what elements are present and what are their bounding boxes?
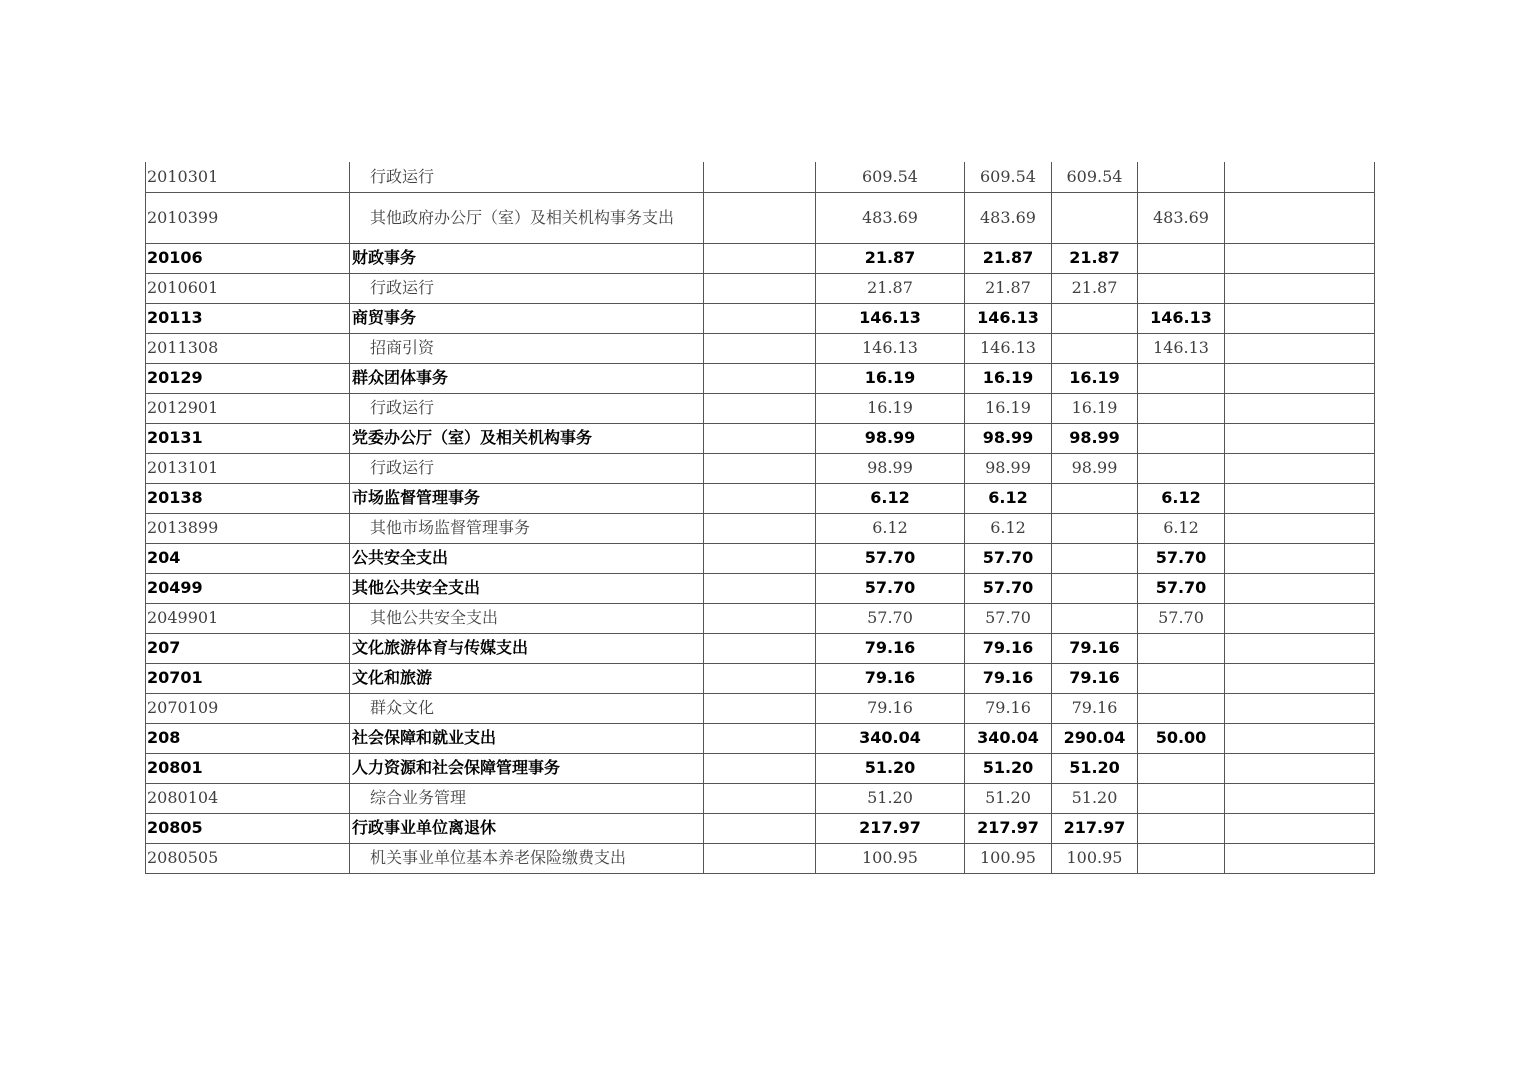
empty-cell <box>1225 753 1375 783</box>
subject-name-cell: 其他政府办公厅（室）及相关机构事务支出 <box>350 192 704 243</box>
subject-name-cell: 文化旅游体育与传媒支出 <box>350 633 704 663</box>
subject-name-cell: 商贸事务 <box>350 303 704 333</box>
subject-code-cell: 2011308 <box>146 333 350 363</box>
subtotal-amount-cell: 340.04 <box>965 723 1052 753</box>
project-expenditure-cell <box>1138 243 1225 273</box>
table-row <box>146 633 1375 663</box>
project-expenditure-cell: 6.12 <box>1138 513 1225 543</box>
total-amount-cell: 21.87 <box>816 273 965 303</box>
basic-expenditure-cell <box>1052 543 1138 573</box>
project-expenditure-cell <box>1138 663 1225 693</box>
subject-code-cell: 207 <box>146 633 350 663</box>
table-row <box>146 663 1375 693</box>
empty-cell <box>704 363 816 393</box>
project-expenditure-cell: 6.12 <box>1138 483 1225 513</box>
empty-cell <box>1225 273 1375 303</box>
empty-cell <box>1225 603 1375 633</box>
subject-code-cell: 20106 <box>146 243 350 273</box>
subject-code-cell: 20801 <box>146 753 350 783</box>
project-expenditure-cell <box>1138 363 1225 393</box>
table-row <box>146 843 1375 873</box>
table-row <box>146 393 1375 423</box>
total-amount-cell: 483.69 <box>816 192 965 243</box>
subtotal-amount-cell: 79.16 <box>965 693 1052 723</box>
basic-expenditure-cell <box>1052 603 1138 633</box>
total-amount-cell: 6.12 <box>816 483 965 513</box>
empty-cell <box>704 663 816 693</box>
empty-cell <box>704 273 816 303</box>
total-amount-cell: 340.04 <box>816 723 965 753</box>
total-amount-cell: 57.70 <box>816 603 965 633</box>
subtotal-amount-cell: 609.54 <box>965 162 1052 192</box>
subtotal-amount-cell: 16.19 <box>965 393 1052 423</box>
table-row <box>146 483 1375 513</box>
subject-name-cell: 公共安全支出 <box>350 543 704 573</box>
subject-name-cell: 行政运行 <box>350 273 704 303</box>
subtotal-amount-cell: 6.12 <box>965 483 1052 513</box>
total-amount-cell: 217.97 <box>816 813 965 843</box>
subject-name-cell: 综合业务管理 <box>350 783 704 813</box>
subtotal-amount-cell: 6.12 <box>965 513 1052 543</box>
basic-expenditure-cell: 79.16 <box>1052 633 1138 663</box>
table-body <box>146 162 1375 873</box>
total-amount-cell: 16.19 <box>816 363 965 393</box>
subtotal-amount-cell: 146.13 <box>965 333 1052 363</box>
empty-cell <box>1225 573 1375 603</box>
subject-name-cell: 财政事务 <box>350 243 704 273</box>
subject-name-cell: 其他公共安全支出 <box>350 573 704 603</box>
basic-expenditure-cell: 21.87 <box>1052 273 1138 303</box>
project-expenditure-cell <box>1138 273 1225 303</box>
subtotal-amount-cell: 100.95 <box>965 843 1052 873</box>
total-amount-cell: 6.12 <box>816 513 965 543</box>
table-row <box>146 162 1375 192</box>
empty-cell <box>704 573 816 603</box>
basic-expenditure-cell: 51.20 <box>1052 783 1138 813</box>
project-expenditure-cell: 57.70 <box>1138 603 1225 633</box>
empty-cell <box>1225 513 1375 543</box>
empty-cell <box>704 603 816 633</box>
basic-expenditure-cell <box>1052 573 1138 603</box>
empty-cell <box>704 393 816 423</box>
table-row <box>146 543 1375 573</box>
empty-cell <box>704 723 816 753</box>
subject-code-cell: 2080104 <box>146 783 350 813</box>
empty-cell <box>704 843 816 873</box>
empty-cell <box>1225 243 1375 273</box>
empty-cell <box>1225 303 1375 333</box>
project-expenditure-cell: 57.70 <box>1138 543 1225 573</box>
budget-expenditure-table <box>145 162 1375 874</box>
subject-code-cell: 20113 <box>146 303 350 333</box>
project-expenditure-cell: 146.13 <box>1138 333 1225 363</box>
subject-name-cell: 行政运行 <box>350 453 704 483</box>
subject-name-cell: 行政运行 <box>350 393 704 423</box>
subject-name-cell: 党委办公厅（室）及相关机构事务 <box>350 423 704 453</box>
subject-code-cell: 2010399 <box>146 192 350 243</box>
empty-cell <box>1225 693 1375 723</box>
total-amount-cell: 51.20 <box>816 753 965 783</box>
empty-cell <box>704 423 816 453</box>
empty-cell <box>1225 333 1375 363</box>
subtotal-amount-cell: 217.97 <box>965 813 1052 843</box>
table-row <box>146 513 1375 543</box>
table-row <box>146 333 1375 363</box>
basic-expenditure-cell: 98.99 <box>1052 453 1138 483</box>
table-row <box>146 453 1375 483</box>
empty-cell <box>1225 843 1375 873</box>
subject-code-cell: 2010601 <box>146 273 350 303</box>
subject-name-cell: 群众团体事务 <box>350 363 704 393</box>
empty-cell <box>704 543 816 573</box>
total-amount-cell: 79.16 <box>816 663 965 693</box>
empty-cell <box>1225 393 1375 423</box>
subtotal-amount-cell: 57.70 <box>965 543 1052 573</box>
empty-cell <box>1225 453 1375 483</box>
subject-code-cell: 2070109 <box>146 693 350 723</box>
subject-code-cell: 2012901 <box>146 393 350 423</box>
empty-cell <box>704 633 816 663</box>
project-expenditure-cell <box>1138 162 1225 192</box>
project-expenditure-cell <box>1138 453 1225 483</box>
total-amount-cell: 100.95 <box>816 843 965 873</box>
basic-expenditure-cell: 100.95 <box>1052 843 1138 873</box>
subtotal-amount-cell: 79.16 <box>965 633 1052 663</box>
empty-cell <box>704 192 816 243</box>
basic-expenditure-cell: 290.04 <box>1052 723 1138 753</box>
subject-code-cell: 20805 <box>146 813 350 843</box>
subject-name-cell: 社会保障和就业支出 <box>350 723 704 753</box>
subject-code-cell: 20499 <box>146 573 350 603</box>
subject-code-cell: 20701 <box>146 663 350 693</box>
empty-cell <box>704 303 816 333</box>
subtotal-amount-cell: 79.16 <box>965 663 1052 693</box>
empty-cell <box>704 753 816 783</box>
total-amount-cell: 146.13 <box>816 333 965 363</box>
basic-expenditure-cell: 79.16 <box>1052 693 1138 723</box>
basic-expenditure-cell: 98.99 <box>1052 423 1138 453</box>
total-amount-cell: 79.16 <box>816 693 965 723</box>
total-amount-cell: 16.19 <box>816 393 965 423</box>
basic-expenditure-cell <box>1052 513 1138 543</box>
basic-expenditure-cell <box>1052 483 1138 513</box>
table-row <box>146 783 1375 813</box>
subtotal-amount-cell: 16.19 <box>965 363 1052 393</box>
empty-cell <box>704 333 816 363</box>
table-row <box>146 813 1375 843</box>
subject-name-cell: 文化和旅游 <box>350 663 704 693</box>
subtotal-amount-cell: 51.20 <box>965 753 1052 783</box>
table-row <box>146 363 1375 393</box>
table-row <box>146 693 1375 723</box>
subject-name-cell: 其他市场监督管理事务 <box>350 513 704 543</box>
subject-code-cell: 208 <box>146 723 350 753</box>
empty-cell <box>1225 543 1375 573</box>
empty-cell <box>704 513 816 543</box>
project-expenditure-cell: 50.00 <box>1138 723 1225 753</box>
total-amount-cell: 609.54 <box>816 162 965 192</box>
subtotal-amount-cell: 483.69 <box>965 192 1052 243</box>
subject-name-cell: 群众文化 <box>350 693 704 723</box>
table-row <box>146 192 1375 243</box>
total-amount-cell: 57.70 <box>816 573 965 603</box>
basic-expenditure-cell <box>1052 192 1138 243</box>
project-expenditure-cell <box>1138 693 1225 723</box>
empty-cell <box>1225 663 1375 693</box>
project-expenditure-cell <box>1138 423 1225 453</box>
subject-name-cell: 招商引资 <box>350 333 704 363</box>
basic-expenditure-cell: 16.19 <box>1052 393 1138 423</box>
total-amount-cell: 57.70 <box>816 543 965 573</box>
subject-code-cell: 20138 <box>146 483 350 513</box>
empty-cell <box>1225 783 1375 813</box>
subject-name-cell: 其他公共安全支出 <box>350 603 704 633</box>
empty-cell <box>1225 423 1375 453</box>
table-row <box>146 423 1375 453</box>
subject-name-cell: 行政事业单位离退休 <box>350 813 704 843</box>
project-expenditure-cell: 483.69 <box>1138 192 1225 243</box>
empty-cell <box>704 453 816 483</box>
total-amount-cell: 98.99 <box>816 423 965 453</box>
empty-cell <box>704 693 816 723</box>
total-amount-cell: 79.16 <box>816 633 965 663</box>
table-row <box>146 273 1375 303</box>
project-expenditure-cell <box>1138 633 1225 663</box>
empty-cell <box>1225 363 1375 393</box>
empty-cell <box>704 162 816 192</box>
basic-expenditure-cell <box>1052 303 1138 333</box>
subject-code-cell: 20129 <box>146 363 350 393</box>
table-row <box>146 573 1375 603</box>
empty-cell <box>1225 723 1375 753</box>
subject-name-cell: 机关事业单位基本养老保险缴费支出 <box>350 843 704 873</box>
empty-cell <box>1225 162 1375 192</box>
subtotal-amount-cell: 57.70 <box>965 573 1052 603</box>
empty-cell <box>704 813 816 843</box>
project-expenditure-cell: 146.13 <box>1138 303 1225 333</box>
table-row <box>146 603 1375 633</box>
empty-cell <box>1225 633 1375 663</box>
subject-code-cell: 2049901 <box>146 603 350 633</box>
empty-cell <box>704 243 816 273</box>
subject-code-cell: 204 <box>146 543 350 573</box>
subject-code-cell: 2013899 <box>146 513 350 543</box>
table-row <box>146 243 1375 273</box>
table-row <box>146 303 1375 333</box>
subject-code-cell: 20131 <box>146 423 350 453</box>
basic-expenditure-cell: 79.16 <box>1052 663 1138 693</box>
subtotal-amount-cell: 51.20 <box>965 783 1052 813</box>
project-expenditure-cell: 57.70 <box>1138 573 1225 603</box>
empty-cell <box>1225 483 1375 513</box>
subtotal-amount-cell: 57.70 <box>965 603 1052 633</box>
project-expenditure-cell <box>1138 783 1225 813</box>
total-amount-cell: 146.13 <box>816 303 965 333</box>
subtotal-amount-cell: 98.99 <box>965 453 1052 483</box>
empty-cell <box>1225 813 1375 843</box>
empty-cell <box>704 783 816 813</box>
table-row <box>146 723 1375 753</box>
basic-expenditure-cell: 217.97 <box>1052 813 1138 843</box>
table-row <box>146 753 1375 783</box>
empty-cell <box>1225 192 1375 243</box>
basic-expenditure-cell: 51.20 <box>1052 753 1138 783</box>
subject-code-cell: 2010301 <box>146 162 350 192</box>
project-expenditure-cell <box>1138 393 1225 423</box>
project-expenditure-cell <box>1138 813 1225 843</box>
subject-code-cell: 2013101 <box>146 453 350 483</box>
subject-name-cell: 行政运行 <box>350 162 704 192</box>
subtotal-amount-cell: 21.87 <box>965 273 1052 303</box>
subject-name-cell: 市场监督管理事务 <box>350 483 704 513</box>
subtotal-amount-cell: 21.87 <box>965 243 1052 273</box>
subject-code-cell: 2080505 <box>146 843 350 873</box>
total-amount-cell: 98.99 <box>816 453 965 483</box>
project-expenditure-cell <box>1138 843 1225 873</box>
basic-expenditure-cell: 21.87 <box>1052 243 1138 273</box>
empty-cell <box>704 483 816 513</box>
total-amount-cell: 21.87 <box>816 243 965 273</box>
basic-expenditure-cell: 16.19 <box>1052 363 1138 393</box>
basic-expenditure-cell <box>1052 333 1138 363</box>
project-expenditure-cell <box>1138 753 1225 783</box>
subject-name-cell: 人力资源和社会保障管理事务 <box>350 753 704 783</box>
subtotal-amount-cell: 146.13 <box>965 303 1052 333</box>
subtotal-amount-cell: 98.99 <box>965 423 1052 453</box>
basic-expenditure-cell: 609.54 <box>1052 162 1138 192</box>
total-amount-cell: 51.20 <box>816 783 965 813</box>
